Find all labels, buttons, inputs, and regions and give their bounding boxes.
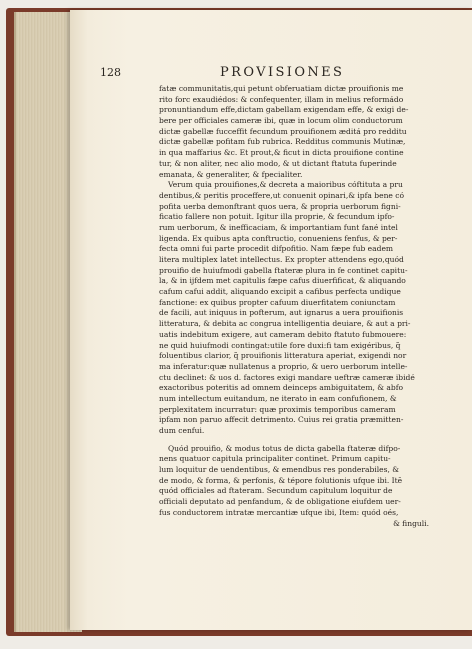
body-text	[159, 84, 429, 529]
text-line: tur, & non aliter, nec alio modo, & ut dictant ftatuta fuperinde	[159, 158, 397, 168]
text-line: litteratura, & debita ac congrua intelligentia deuiare, & aut a pri-	[159, 319, 411, 329]
text-line: dictæ gabellæ fucceffit fecundum prouifionem æditá pro redditu	[159, 126, 407, 136]
paragraph-gap	[159, 437, 429, 444]
text-line: num intellectum euitandum, ne iterato in eam confufionem, &	[159, 393, 397, 403]
paragraph	[159, 84, 429, 180]
text-line: Quód prouifio, & modus totus de dicta gabella ftateræ difpo-	[168, 443, 401, 453]
text-line: fatæ communitatis,qui petunt obferuatiam dictæ prouifionis me	[159, 84, 404, 93]
text-line: fecta omni fui parte procedit difpofitio. Nam fæpe fub eadem	[159, 244, 394, 254]
text-line: lum loquitur de uendentibus, & emendbus res ponderabiles, &	[159, 465, 400, 475]
text-line: exactoribus poteritis ad omnem deinceps ambiguitatem, & abfo	[159, 383, 404, 393]
text-line: & finguli.	[393, 518, 429, 528]
text-line: ipfam non paruo affecit detrimento. Cuius rei gratia præmitten-	[159, 415, 404, 425]
text-line: fus conductorem intratæ mercantiæ ufque ibi, Item: quód oés,	[159, 507, 399, 517]
text-line: prouifio de huiufmodi gabella ftateræ plura in fe continet capitu-	[159, 265, 408, 275]
text-line: officiali deputato ad penfandum, & de obligatione eiufdem uer-	[159, 497, 401, 507]
text-line: uatis indebitum exigere, aut cameram debito ftatuto fubmouere:	[159, 329, 407, 339]
running-head: PROVISIONES	[220, 65, 345, 80]
text-line: perplexitatem incurratur: quæ proximis temporibus cameram	[159, 404, 396, 414]
text-line: nens quatuor capitula principaliter continet. Primum capitu-	[159, 454, 391, 464]
text-line: rito forc exaudiédos: & confequenter, illam in melius reformádo	[159, 94, 404, 104]
text-line: rum uerborum, & inefficaciam, & importantiam funt fané intel	[159, 222, 398, 232]
text-line: dictæ gabellæ pofitam fub rubrica. Redditus communis Mutinæ,	[159, 137, 406, 147]
text-line: ctu declinet: & uos d. factores exigi mandare ueftræ cameræ ibidé	[159, 372, 415, 382]
page-number: 128	[100, 66, 121, 79]
text-line: quód officiales ad ftateram. Secundum capitulum loquitur de	[159, 486, 393, 496]
text-line: Verum quia prouifiones,& decreta a maioribus cóftituta a pru	[168, 180, 403, 190]
text-line: foluentibus clarior, q̃ prouifionis litteratura aperiat, exigendi nor	[159, 351, 407, 361]
text-line: dum cenfui.	[159, 426, 205, 435]
text-line: emanata, & generaliter, & fpecialiter.	[159, 169, 303, 179]
text-line: fanctione: ex quibus propter cafuum diuerfitatem coniunctam	[159, 297, 396, 307]
paragraph	[159, 444, 429, 530]
text-line: cafum cafui addit, aliquando excipit a cafibus perfecta undique	[159, 287, 401, 297]
text-line: la, & in ijfdem met capitulis fæpe cafus diuerfificat, & aliquando	[159, 276, 406, 286]
page-header	[100, 66, 430, 82]
text-line: de facili, aut iniquus in pofterum, aut ignarus a uera prouifionis	[159, 308, 404, 318]
text-line: litera multiplex latet intellectus. Ex propter attendens ego,quód	[159, 255, 404, 264]
text-line: de modo, & forma, & perfonis, & tépore folutionis ufque ibi. Itē	[159, 475, 403, 485]
text-line: bere per officiales cameræ ibi, quæ in locum olim conductorum	[159, 116, 403, 126]
paragraph	[159, 180, 429, 437]
text-line: pofita uerba demonftrant quos uera, & propria uerborum figni-	[159, 201, 401, 211]
text-line: dentibus,& peritis proceffere,ut conuenit opinari,& ipfa bene có	[159, 190, 405, 200]
text-line: pronuntiandum effe,dictam gabellam exigendam effe, & exigi de-	[159, 105, 409, 115]
text-line: ma inferatur:quæ nullatenus a proprio, & uero uerborum intelle-	[159, 361, 408, 371]
text-line: in qua maffarius &c. Et prout,& ficut in dicta prouifione contine	[159, 148, 404, 158]
text-line: ficatio fallere non potuit. Igitur illa proprie, & fecundum ipfo-	[159, 212, 395, 222]
text-line: ligenda. Ex quibus apta conftructio, conueniens fenfus, & per-	[159, 233, 398, 243]
text-line: ne quid huiufmodi contingat:utile fore duxi:fi tam exigéribus, q̃	[159, 340, 401, 350]
